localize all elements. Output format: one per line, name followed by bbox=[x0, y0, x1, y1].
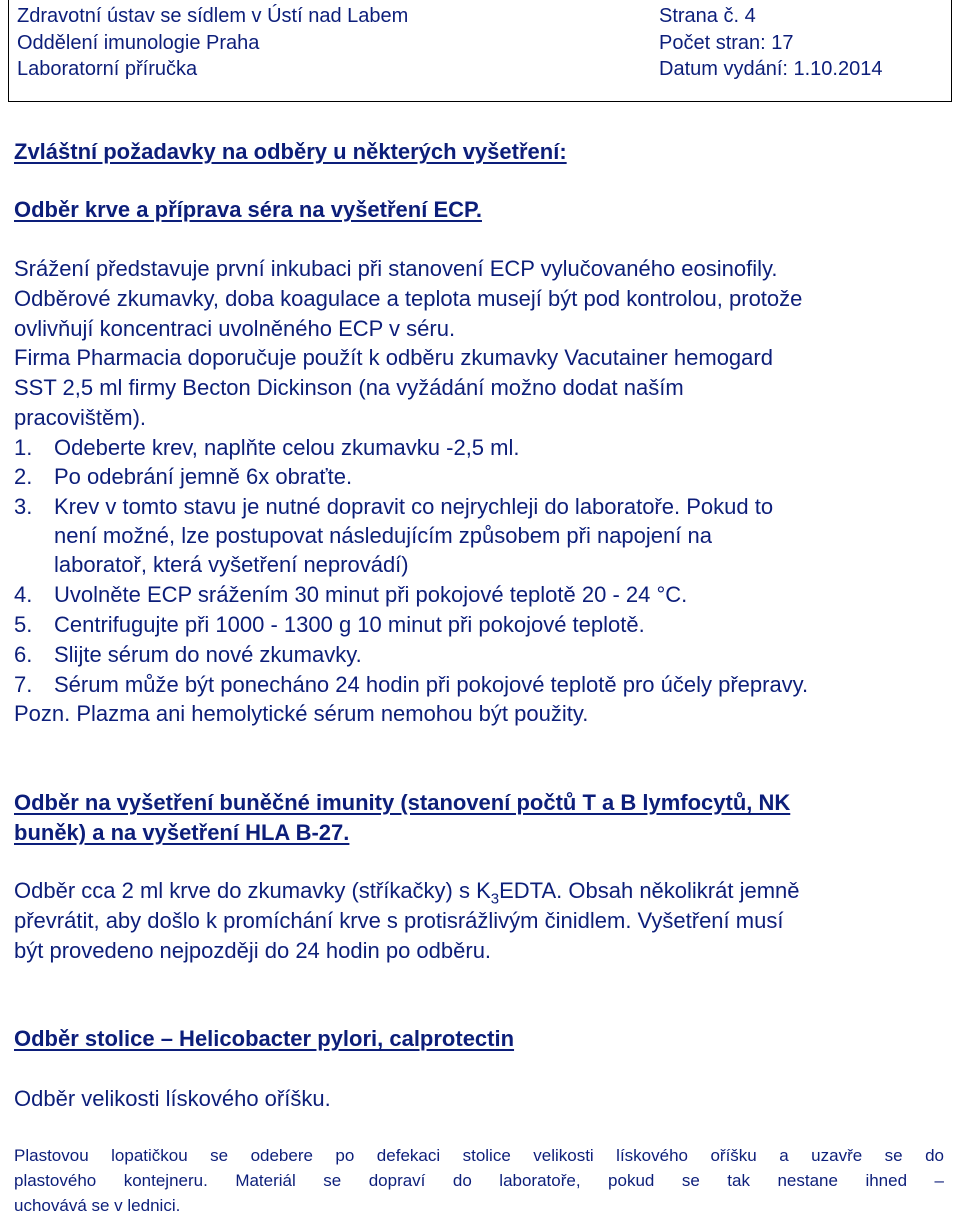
ecp-note: Pozn. Plazma ani hemolytické sérum nemohou být použity. bbox=[14, 701, 589, 726]
step-text: Sérum může být ponecháno 24 hodin při pokojové teplotě pro účely přepravy. bbox=[54, 672, 809, 697]
cell-immunity-paragraph-line: být provedeno nejpozději do 24 hodin po odběru. bbox=[14, 938, 492, 963]
cell-immunity-heading: Odběr na vyšetření buněčné imunity (stanovení počtů T a B lymfocytů, NK bbox=[14, 790, 791, 815]
header-organization: Zdravotní ústav se sídlem v Ústí nad Labem bbox=[17, 5, 409, 27]
ecp-heading: Odběr krve a příprava séra na vyšetření ECP. bbox=[14, 197, 482, 222]
ecp-paragraph-line: pracovištěm). bbox=[14, 405, 147, 430]
text-segment: EDTA. Obsah několikrát jemně bbox=[499, 878, 800, 903]
cell-immunity-heading: buněk) a na vyšetření HLA B-27. bbox=[14, 820, 350, 845]
stool-instructions-line: Plastovou lopatičkou se odebere po defekaci stolice velikosti lískového oříšku a uzavře se do bbox=[14, 1146, 944, 1165]
step-number: 7. bbox=[14, 672, 33, 697]
step-text: Po odebrání jemně 6x obraťte. bbox=[54, 464, 353, 489]
step-number: 6. bbox=[14, 642, 33, 667]
step-text: Centrifugujte při 1000 - 1300 g 10 minut při pokojové teplotě. bbox=[54, 612, 645, 637]
stool-instructions-line: uchovává se v lednici. bbox=[14, 1196, 181, 1215]
ecp-paragraph-line: ovlivňují koncentraci uvolněného ECP v séru. bbox=[14, 316, 456, 341]
ecp-paragraph-line: Srážení představuje první inkubaci při stanovení ECP vylučovaného eosinofily. bbox=[14, 256, 778, 281]
header-page-count: Počet stran: 17 bbox=[659, 32, 794, 54]
ecp-paragraph-line: Odběrové zkumavky, doba koagulace a teplota musejí být pod kontrolou, protože bbox=[14, 286, 803, 311]
step-text: Odeberte krev, naplňte celou zkumavku -2,5 ml. bbox=[54, 435, 520, 460]
step-number: 4. bbox=[14, 582, 33, 607]
step-text: Krev v tomto stavu je nutné dopravit co nejrychleji do laboratoře. Pokud to bbox=[54, 494, 774, 519]
header-page-number: Strana č. 4 bbox=[659, 5, 756, 27]
step-number: 3. bbox=[14, 494, 33, 519]
step-number: 2. bbox=[14, 464, 33, 489]
step-text: Slijte sérum do nové zkumavky. bbox=[54, 642, 362, 667]
section-title: Zvláštní požadavky na odběry u některých vyšetření: bbox=[14, 139, 567, 164]
step-number: 5. bbox=[14, 612, 33, 637]
step-text: Uvolněte ECP srážením 30 minut při pokojové teplotě 20 - 24 °C. bbox=[54, 582, 688, 607]
step-text: není možné, lze postupovat následujícím způsobem při napojení na bbox=[54, 523, 712, 548]
header-document-name: Laboratorní příručka bbox=[17, 58, 198, 80]
text-segment: Odběr cca 2 ml krve do zkumavky (stříkačky) s K bbox=[14, 878, 491, 903]
document-header bbox=[8, 0, 952, 102]
ecp-paragraph-line: Firma Pharmacia doporučuje použít k odběru zkumavky Vacutainer hemogard bbox=[14, 345, 773, 370]
header-department: Oddělení imunologie Praha bbox=[17, 32, 260, 54]
ecp-paragraph-line: SST 2,5 ml firmy Becton Dickinson (na vyžádání možno dodat naším bbox=[14, 375, 684, 400]
stool-instructions-line: plastového kontejneru. Materiál se dopraví do laboratoře, pokud se tak nestane ihned – bbox=[14, 1171, 944, 1190]
cell-immunity-paragraph-line: převrátit, aby došlo k promíchání krve s protisrážlivým činidlem. Vyšetření musí bbox=[14, 908, 784, 933]
header-issue-date: Datum vydání: 1.10.2014 bbox=[659, 58, 883, 80]
stool-heading: Odběr stolice – Helicobacter pylori, calprotectin bbox=[14, 1026, 515, 1051]
subscript: 3 bbox=[490, 890, 500, 908]
step-text: laboratoř, která vyšetření neprovádí) bbox=[54, 552, 409, 577]
step-number: 1. bbox=[14, 435, 33, 460]
stool-paragraph: Odběr velikosti lískového oříšku. bbox=[14, 1086, 331, 1111]
